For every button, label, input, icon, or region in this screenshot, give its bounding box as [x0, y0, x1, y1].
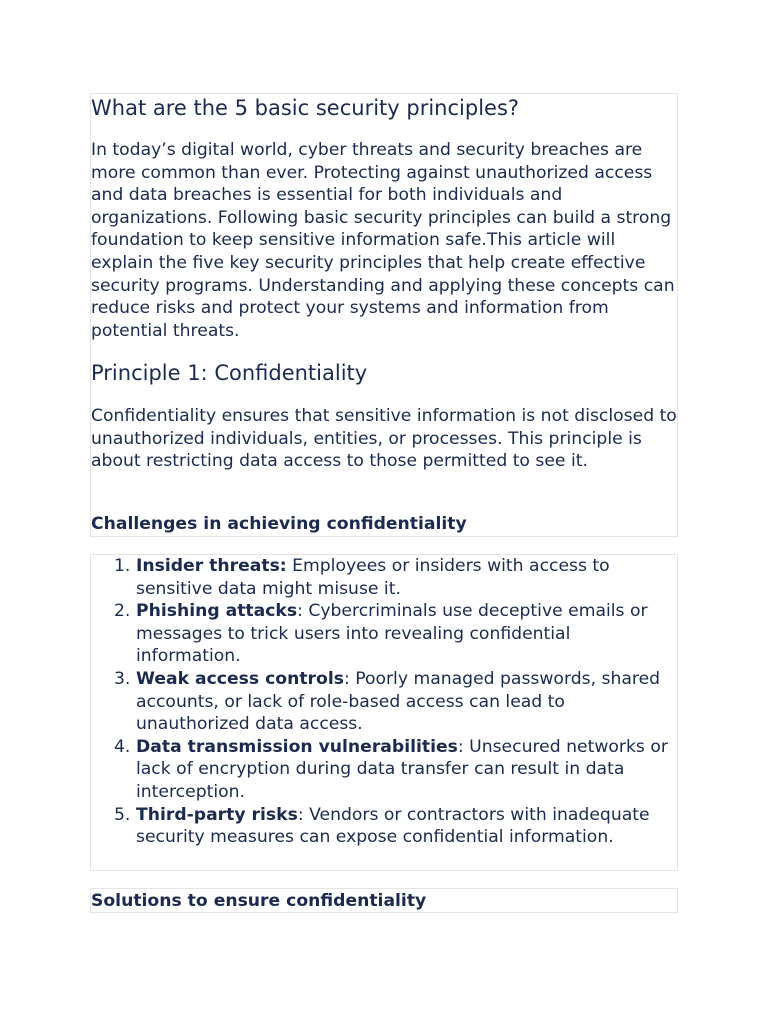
list-number: 3. — [114, 668, 131, 689]
list-item — [91, 668, 679, 736]
list-item-desc: : Cybercriminals use deceptive emails or messages to trick users into revealing confidential information. — [136, 601, 648, 667]
list-item-term: Weak access controls — [136, 668, 344, 689]
list-item — [91, 600, 679, 668]
list-number: 2. — [114, 601, 131, 622]
list-item-desc: Employees or insiders with access to sensitive data might misuse it. — [136, 556, 610, 599]
list-item-term: Phishing attacks — [136, 601, 298, 622]
intro-section — [90, 93, 678, 537]
list-number: 4. — [114, 736, 131, 757]
list-item-term: Data transmission vulnerabilities — [136, 736, 458, 757]
list-item — [91, 736, 679, 804]
solutions-section — [90, 888, 678, 913]
page-title: What are the 5 basic security principles? — [91, 96, 520, 120]
intro-paragraph: In today’s digital world, cyber threats and security breaches are more common than ever. Protecting against unauthorized access and data breaches is essential for both individuals and organizations. Following basic security principles can build a strong foundation to keep sensitive information safe.This article will explain the five key security principles that help create effective security programs. Understanding and applying these concepts can reduce risks and protect your systems and information from potential threats. — [91, 140, 675, 341]
challenges-list — [91, 555, 679, 849]
list-number: 5. — [114, 804, 131, 825]
list-item — [91, 555, 679, 600]
challenges-heading: Challenges in achieving confidentiality — [91, 514, 467, 534]
solutions-heading: Solutions to ensure confidentiality — [91, 891, 427, 911]
list-item-desc: : Vendors or contractors with inadequate security measures can expose confidential information. — [136, 804, 650, 848]
list-item-term: Insider threats: — [136, 556, 287, 576]
confidentiality-paragraph: Confidentiality ensures that sensitive information is not disclosed to unauthorized individuals, entities, or processes. This principle is about restricting data access to those permitted to see it. — [91, 406, 677, 472]
challenges-section — [90, 554, 678, 871]
principle-1-title: Principle 1: Confidentiality — [91, 361, 368, 385]
list-item — [91, 804, 679, 849]
list-item-term: Third-party risks — [136, 804, 298, 825]
list-item-desc: : Unsecured networks or lack of encryption during data transfer can result in data interception. — [136, 736, 668, 802]
list-item-desc: : Poorly managed passwords, shared accounts, or lack of role-based access can lead to unauthorized data access. — [136, 668, 661, 735]
list-number: 1. — [114, 556, 131, 576]
